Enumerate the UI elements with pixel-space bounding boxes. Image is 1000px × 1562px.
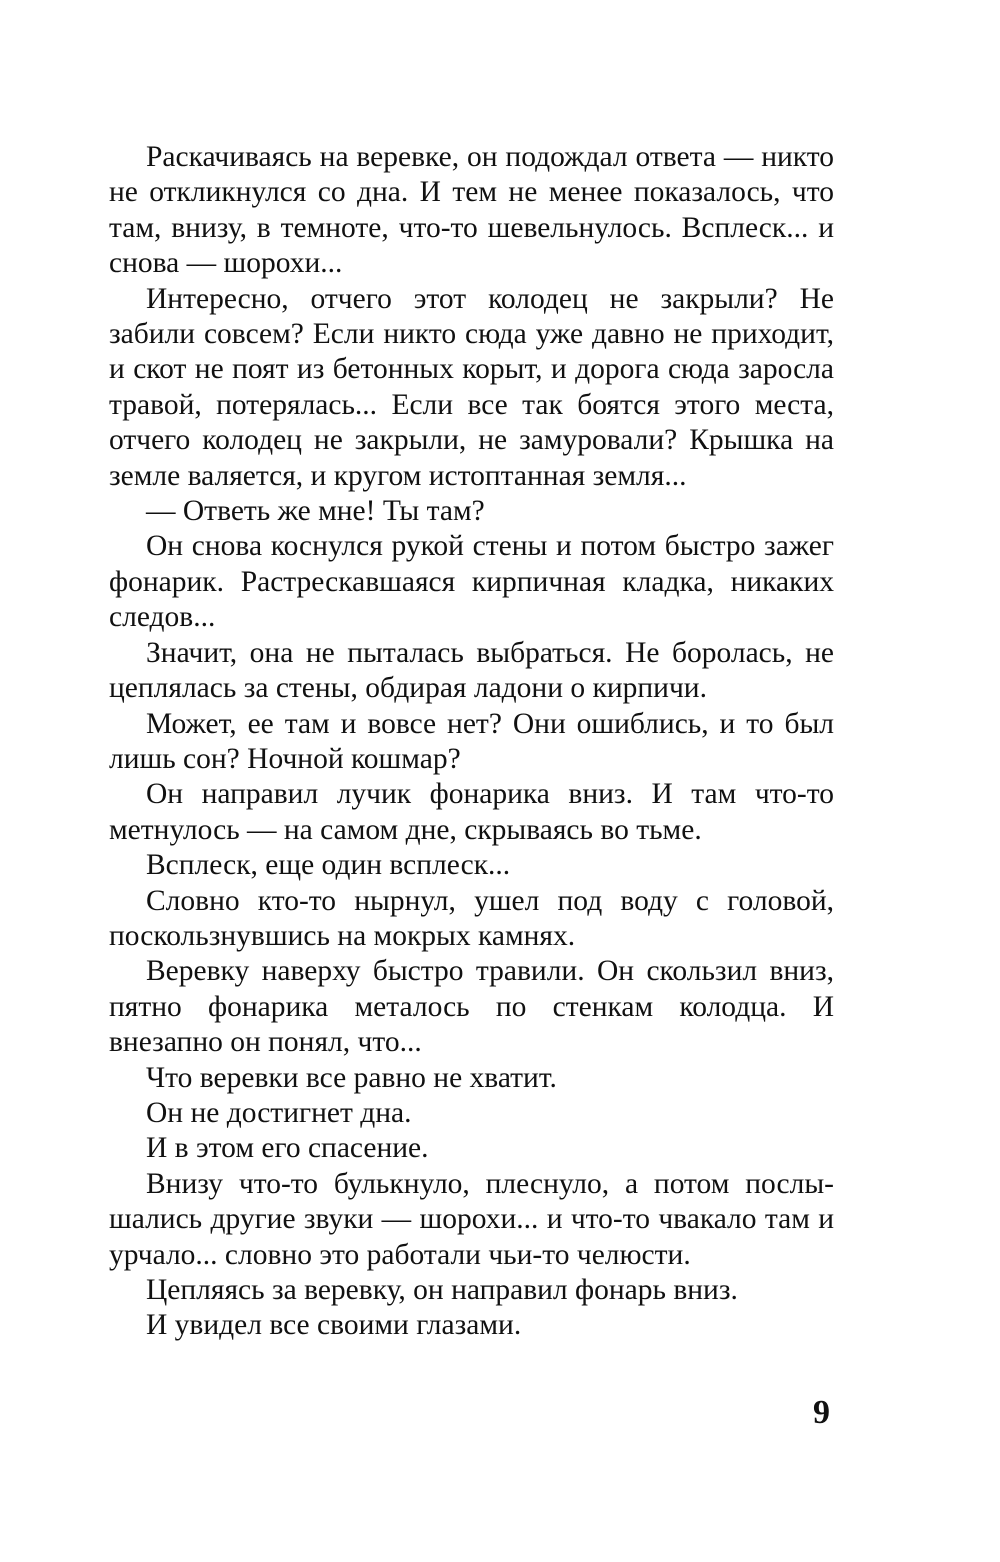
paragraph: Цепляясь за веревку, он направил фонарь вниз. (146, 1274, 738, 1306)
paragraph: Он снова коснулся рукой стены и потом быстро зажег фонарик. Растрескавшаяся кирпичная кладка, никаких следов... (109, 530, 834, 634)
paragraph: И увидел все своими глазами. (146, 1309, 522, 1342)
paragraph: Может, ее там и вовсе нет? Они ошиблись, и то был лишь сон? Ночной кошмар? (109, 707, 834, 775)
page-number: 9 (813, 1394, 830, 1431)
paragraph: Он направил лучик фонарика вниз. И там что-то метнулось — на самом дне, скрываясь во тьме. (109, 778, 834, 846)
paragraph: И в этом его спасение. (146, 1132, 429, 1165)
paragraph: Что веревки все равно не хватит. (146, 1061, 557, 1094)
paragraph: — Ответь же мне! Ты там? (146, 495, 485, 528)
body-text (109, 140, 834, 1344)
paragraph: Значит, она не пыталась выбраться. Не боролась, не цеплялась за стены, обдирая ладони о кирпичи. (109, 636, 834, 705)
paragraph: Всплеск, еще один всплеск... (146, 849, 511, 882)
paragraph: Интересно, отчего этот колодец не закрыли? Не забили совсем? Если никто сюда уже давно не приходит, и скот не поят из бетонных корыт, и дорога сюда заросла травой, потерялась... Если все так боятся этого места, отчего колодец не закрыли, не замуровали? Крышка на земле валяется, и кругом истоптанная земля... (109, 282, 834, 492)
paragraph: Словно кто-то нырнул, ушел под воду с головой, поскользнувшись на мокрых камнях. (109, 884, 834, 952)
paragraph: Внизу что-то булькнуло, плеснуло, а потом послышались другие звуки — шорохи... и что-то чвакало там и урчало... словно это работали чьи-то челюсти. (109, 1167, 834, 1271)
paragraph: Раскачиваясь на веревке, он подождал ответа — никто не откликнулся со дна. И тем не менее показалось, что там, внизу, в темноте, что-то шевельнулось. Всплеск... и снова — шорохи... (109, 141, 834, 280)
paragraph: Он не достигнет дна. (146, 1096, 412, 1129)
paragraph: Веревку наверху быстро травили. Он скользил вниз, пятно фонарика металось по стенкам колодца. И внезапно он понял, что... (109, 955, 834, 1059)
